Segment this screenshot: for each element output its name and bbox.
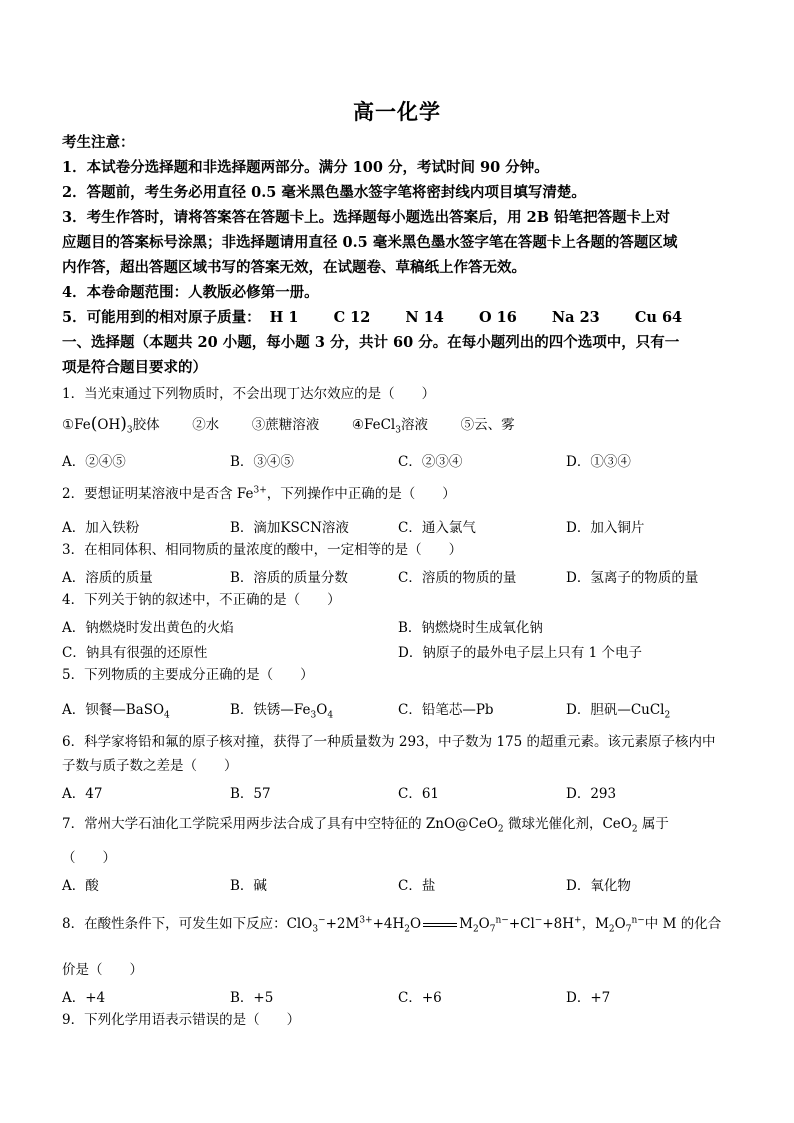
q4-option-b: B．钠燃烧时生成氧化钠 xyxy=(398,620,543,636)
q5-option-c: C．铅笔芯—Pb xyxy=(398,702,494,718)
q2-option-c: C．通入氯气 xyxy=(398,520,476,536)
q2-option-b: B．滴加KSCN溶液 xyxy=(230,520,349,536)
notice-item: 应题目的答案标号涂黑；非选择题请用直径 0.5 毫米黑色墨水签字笔在答题卡上各题的答题区域 xyxy=(62,234,678,251)
atomic-mass-line xyxy=(62,309,754,327)
q6-option-c: C．61 xyxy=(398,786,440,802)
q4-option-d: D．钠原子的最外电子层上只有 1 个电子 xyxy=(398,645,642,661)
q8-equation: $ClO_3^-+2M^{3+}+4H_2O$ $M_2O_7^{n-}+Cl^-+8H^+$，$M_2O_7^{n-}$中 M 的化合 xyxy=(286,915,722,935)
q7-option-d: D．氧化物 xyxy=(566,878,631,894)
q1-item-a-suffix: 胶体 xyxy=(132,417,160,433)
q5-option-a: A．钡餐—BaSO$_4$ xyxy=(62,702,170,721)
q7-stem-post: 属于 xyxy=(637,816,669,832)
q6-option-d: D．293 xyxy=(566,786,617,802)
q6-option-a: A．47 xyxy=(62,786,103,802)
section-heading: 一、选择题（本题共 20 小题，每小题 3 分，共计 60 分。在每小题列出的四个选项中，只有一 xyxy=(62,334,680,351)
q4-option-a: A．钠燃烧时发出黄色的火焰 xyxy=(62,620,234,636)
q1-option-d: D．①③④ xyxy=(566,454,631,470)
q1-item-e: ⑤云、雾 xyxy=(460,417,515,433)
section-heading: 项是符合题目要求的） xyxy=(62,359,207,376)
q8-option-d: D．+7 xyxy=(566,990,611,1006)
question-6-stem: 6．科学家将铅和氟的原子核对撞，获得了一种质量数为 293，中子数为 175 的超重元素。该元素原子核内中 xyxy=(62,734,716,750)
q2-stem-post: ，下列操作中正确的是（ ） xyxy=(266,486,456,502)
atomic-mass-cu: Cu 64 xyxy=(634,309,683,326)
q3-option-c: C．溶质的物质的量 xyxy=(398,570,517,586)
question-8-stem xyxy=(62,915,754,933)
q4-option-c: C．钠具有很强的还原性 xyxy=(62,645,208,661)
atomic-mass-o: O 16 xyxy=(478,309,517,326)
question-7-stem: 7．常州大学石油化工学院采用两步法合成了具有中空特征的 ZnO@CeO$_2$ 微球光催化剂，CeO$_2$ 属于 xyxy=(62,816,669,835)
atomic-mass-h: H 1 xyxy=(269,309,299,326)
question-7-stem: （ ） xyxy=(62,850,116,866)
notice-item: 4．本卷命题范围：人教版必修第一册。 xyxy=(62,284,319,301)
question-4-stem: 4．下列关于钠的叙述中，不正确的是（ ） xyxy=(62,592,341,608)
q1-item-d: ④FeCl xyxy=(351,417,396,433)
question-6-stem: 子数与质子数之差是（ ） xyxy=(62,758,238,774)
q3-option-a: A．溶质的质量 xyxy=(62,570,153,586)
q1-item-c: ③蔗糖溶液 xyxy=(251,417,320,433)
question-9-stem: 9．下列化学用语表示错误的是（ ） xyxy=(62,1012,301,1028)
question-5-stem: 5．下列物质的主要成分正确的是（ ） xyxy=(62,667,314,683)
notice-item: 1．本试卷分选择题和非选择题两部分。满分 100 分，考试时间 90 分钟。 xyxy=(62,159,549,176)
q2-stem-sup: 3+ xyxy=(253,485,267,496)
question-1-items: $①Fe(OH)_3$胶体 ②水 ③蔗糖溶液 ④FeCl$_3$溶液 ⑤云、雾 xyxy=(62,414,515,436)
q5-option-d-text: D．胆矾—CuCl xyxy=(566,702,665,718)
q2-option-a: A．加入铁粉 xyxy=(62,520,140,536)
q5-option-b: B．铁锈$—Fe_3O_4$ xyxy=(230,702,334,721)
q7-option-a: A．酸 xyxy=(62,878,99,894)
q1-option-b: B．③④⑤ xyxy=(230,454,294,470)
q7-option-b: B．碱 xyxy=(230,878,267,894)
q1-option-a: A．②④⑤ xyxy=(62,454,126,470)
q6-option-b: B．57 xyxy=(230,786,271,802)
q1-item-d-suffix: 溶液 xyxy=(400,417,428,433)
q8-option-b: B．+5 xyxy=(230,990,274,1006)
q3-option-b: B．溶质的质量分数 xyxy=(230,570,348,586)
q8-option-a: A．+4 xyxy=(62,990,106,1006)
q2-stem-pre: 2．要想证明某溶液中是否含 Fe xyxy=(62,486,254,502)
question-3-stem: 3．在相同体积、相同物质的量浓度的酸中，一定相等的是（ ） xyxy=(62,542,463,558)
q7-option-c: C．盐 xyxy=(398,878,436,894)
q1-item-b: ②水 xyxy=(192,417,220,433)
notice-item: 3．考生作答时，请将答案答在答题卡上。选择题每小题选出答案后，用 2B 铅笔把答题卡上对 xyxy=(62,209,671,226)
q7-stem-mid: 微球光催化剂，CeO xyxy=(503,816,632,832)
q8-option-c: C．+6 xyxy=(398,990,442,1006)
question-2-stem xyxy=(62,485,754,503)
notice-heading: 考生注意： xyxy=(62,134,135,151)
q1-item-a: ①Fe xyxy=(62,417,91,433)
notice-item: 2．答题前，考生务必用直径 0.5 毫米黑色墨水签字笔将密封线内项目填写清楚。 xyxy=(62,184,586,201)
question-1-stem: 1．当光束通过下列物质时，不会出现丁达尔效应的是（ ） xyxy=(62,386,436,402)
atomic-mass-na: Na 23 xyxy=(551,309,600,326)
atomic-mass-n: N 14 xyxy=(405,309,444,326)
q2-option-d: D．加入铜片 xyxy=(566,520,645,536)
q1-option-c: C．②③④ xyxy=(398,454,463,470)
q5-option-b-text: B．铁锈—Fe xyxy=(230,702,311,718)
q8-stem-pre: 8．在酸性条件下，可发生如下反应： xyxy=(62,916,287,932)
page-title: 高一化学 xyxy=(353,99,441,124)
atomic-mass-label: 5．可能用到的相对原子质量： xyxy=(62,309,261,326)
q3-option-d: D．氢离子的物质的量 xyxy=(566,570,699,586)
q7-stem-pre: 7．常州大学石油化工学院采用两步法合成了具有中空特征的 ZnO@CeO xyxy=(62,816,498,832)
notice-item: 内作答，超出答题区域书写的答案无效，在试题卷、草稿纸上作答无效。 xyxy=(62,259,526,276)
question-8-stem: 价是（ ） xyxy=(62,962,143,978)
atomic-mass-c: C 12 xyxy=(333,309,371,326)
q5-option-a-text: A．钡餐—BaSO xyxy=(62,702,165,718)
q5-option-d: D．胆矾—CuCl$_2$ xyxy=(566,702,671,721)
